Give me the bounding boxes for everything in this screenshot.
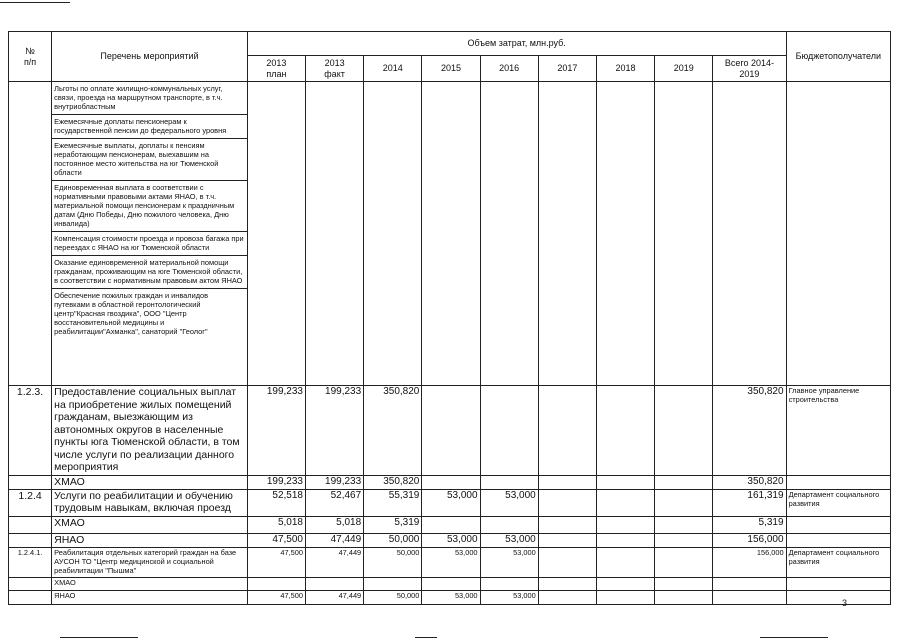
value-cell bbox=[596, 590, 654, 604]
value-cell: 50,000 bbox=[364, 547, 422, 577]
value-cell bbox=[538, 590, 596, 604]
recipient-cell bbox=[786, 590, 890, 604]
recipient-cell bbox=[786, 476, 890, 490]
col-list-header: Перечень мероприятий bbox=[52, 32, 248, 82]
value-cell: 53,000 bbox=[422, 547, 480, 577]
measure-item: Оказание единовременной материальной помощи гражданам, проживающим на юге Тюменской области, в соответствии с нормативным правовым актом ЯНАО bbox=[52, 256, 247, 289]
row-number: 1.2.4.1. bbox=[9, 547, 52, 577]
recipient-cell bbox=[786, 577, 890, 590]
recipient-cell: Департамент социального развития bbox=[786, 547, 890, 577]
value-cell bbox=[538, 476, 596, 490]
year-header: 2015 bbox=[422, 56, 480, 82]
table-row bbox=[9, 533, 891, 547]
table-row bbox=[9, 386, 891, 476]
year-header: 2016 bbox=[480, 56, 538, 82]
measure-item: Ежемесячные доплаты пенсионерам к государственной пенсии до федерального уровня bbox=[52, 115, 247, 139]
value-cell bbox=[538, 516, 596, 533]
value-cell bbox=[655, 590, 713, 604]
table-row bbox=[9, 577, 891, 590]
year-header: 2013 план bbox=[247, 56, 305, 82]
measure-item: Ежемесячные выплаты, доплаты к пенсиям неработающим пенсионерам, выехавшим на постоянное место жительства на юг Тюменской области bbox=[52, 139, 247, 181]
row-name: Предоставление социальных выплат на приобретение жилых помещений гражданам, выезжающим из автономных округов в населенные пункты юга Тюменской области, в том числе услуги по реализации данного мероприятия bbox=[52, 386, 248, 476]
value-cell: 55,319 bbox=[364, 489, 422, 516]
value-cell: 5,319 bbox=[713, 516, 786, 533]
recipient-cell: Департамент социального развития bbox=[786, 489, 890, 516]
value-cell: 50,000 bbox=[364, 533, 422, 547]
value-cell: 53,000 bbox=[480, 533, 538, 547]
value-cell: 156,000 bbox=[713, 547, 786, 577]
table-row bbox=[9, 516, 891, 533]
expenditure-table bbox=[8, 31, 891, 605]
value-cell bbox=[713, 590, 786, 604]
value-cell bbox=[655, 489, 713, 516]
value-cell bbox=[364, 577, 422, 590]
year-header: 2017 bbox=[538, 56, 596, 82]
year-header: 2013 факт bbox=[305, 56, 363, 82]
col-no-header: № п/п bbox=[9, 32, 52, 82]
value-cell bbox=[596, 516, 654, 533]
value-cell: 156,000 bbox=[713, 533, 786, 547]
value-cell bbox=[538, 386, 596, 476]
row-number: 1.2.4 bbox=[9, 489, 52, 516]
row-name: ЯНАО bbox=[52, 590, 248, 604]
col-recipients-header: Бюджетополучатели bbox=[786, 32, 890, 82]
value-cell: 50,000 bbox=[364, 590, 422, 604]
value-cell: 47,449 bbox=[305, 533, 363, 547]
row-number bbox=[9, 516, 52, 533]
recipient-cell: Главное управление строительства bbox=[786, 386, 890, 476]
value-cell bbox=[713, 577, 786, 590]
value-cell: 5,319 bbox=[364, 516, 422, 533]
value-cell: 350,820 bbox=[364, 386, 422, 476]
value-cell bbox=[596, 547, 654, 577]
value-cell: 350,820 bbox=[364, 476, 422, 490]
table-row bbox=[9, 476, 891, 490]
subitems-row bbox=[9, 82, 891, 386]
row-name: ХМАО bbox=[52, 476, 248, 490]
value-cell: 53,000 bbox=[480, 590, 538, 604]
value-cell bbox=[422, 516, 480, 533]
value-cell: 47,500 bbox=[247, 547, 305, 577]
year-header: 2018 bbox=[596, 56, 654, 82]
recipient-cell bbox=[786, 516, 890, 533]
row-name: ХМАО bbox=[52, 577, 248, 590]
value-cell: 53,000 bbox=[480, 489, 538, 516]
value-cell bbox=[655, 547, 713, 577]
value-cell: 47,500 bbox=[247, 533, 305, 547]
value-cell bbox=[655, 476, 713, 490]
value-cell: 53,000 bbox=[422, 533, 480, 547]
value-cell bbox=[480, 476, 538, 490]
value-cell bbox=[538, 533, 596, 547]
value-cell: 199,233 bbox=[305, 386, 363, 476]
value-cell: 52,518 bbox=[247, 489, 305, 516]
value-cell: 199,233 bbox=[305, 476, 363, 490]
value-cell bbox=[538, 489, 596, 516]
row-name: ХМАО bbox=[52, 516, 248, 533]
year-header: 2014 bbox=[364, 56, 422, 82]
value-cell bbox=[655, 516, 713, 533]
value-cell: 52,467 bbox=[305, 489, 363, 516]
value-cell bbox=[538, 577, 596, 590]
measure-item: Единовременная выплата в соответствии с нормативными правовыми актами ЯНАО, в т.ч. материальной помощи пенсионерам к праздничным датам (Дню Победы, Дню пожилого человека, Дню инвалида) bbox=[52, 181, 247, 232]
year-header: Всего 2014- 2019 bbox=[713, 56, 786, 82]
row-number bbox=[9, 476, 52, 490]
value-cell bbox=[422, 476, 480, 490]
value-cell bbox=[247, 577, 305, 590]
value-cell bbox=[596, 533, 654, 547]
value-cell: 161,319 bbox=[713, 489, 786, 516]
value-cell bbox=[596, 386, 654, 476]
costs-header: Объем затрат, млн.руб. bbox=[247, 32, 786, 56]
measure-item: Льготы по оплате жилищно-коммунальных услуг, связи, проезда на маршрутном транспорте, в т.ч. внутриобластным bbox=[52, 82, 247, 115]
value-cell: 53,000 bbox=[422, 489, 480, 516]
row-number bbox=[9, 533, 52, 547]
value-cell: 47,500 bbox=[247, 590, 305, 604]
value-cell: 5,018 bbox=[247, 516, 305, 533]
row-name: Услуги по реабилитации и обучению трудовым навыкам, включая проезд bbox=[52, 489, 248, 516]
row-number: 1.2.3. bbox=[9, 386, 52, 476]
value-cell bbox=[655, 386, 713, 476]
value-cell: 199,233 bbox=[247, 386, 305, 476]
value-cell: 47,449 bbox=[305, 590, 363, 604]
row-number bbox=[9, 590, 52, 604]
value-cell bbox=[596, 577, 654, 590]
value-cell bbox=[305, 577, 363, 590]
value-cell bbox=[422, 577, 480, 590]
table-row bbox=[9, 590, 891, 604]
value-cell bbox=[422, 386, 480, 476]
value-cell bbox=[655, 577, 713, 590]
measure-item: Обеспечение пожилых граждан и инвалидов путевками в областной геронтологический центр"Красная гвоздика", ООО "Центр восстановительной медицины и реабилитации"Ахманка", санаторий "Геолог" bbox=[54, 291, 209, 336]
value-cell bbox=[596, 489, 654, 516]
value-cell bbox=[596, 476, 654, 490]
value-cell bbox=[480, 386, 538, 476]
value-cell: 53,000 bbox=[480, 547, 538, 577]
value-cell bbox=[480, 577, 538, 590]
top-rule bbox=[0, 2, 70, 3]
value-cell bbox=[538, 547, 596, 577]
measure-item: Компенсация стоимости проезда и провоза багажа при переездах с ЯНАО на юг Тюменской области bbox=[52, 232, 247, 256]
value-cell bbox=[655, 533, 713, 547]
table-row bbox=[9, 489, 891, 516]
value-cell: 350,820 bbox=[713, 476, 786, 490]
row-name: Реабилитация отдельных категорий граждан на базе АУСОН ТО "Центр медицинской и социальной реабилитации "Пышма" bbox=[52, 547, 248, 577]
value-cell: 47,449 bbox=[305, 547, 363, 577]
row-name: ЯНАО bbox=[52, 533, 248, 547]
recipient-cell bbox=[786, 533, 890, 547]
value-cell bbox=[480, 516, 538, 533]
table-row bbox=[9, 547, 891, 577]
row-number bbox=[9, 577, 52, 590]
page-number: 3 bbox=[842, 598, 848, 608]
value-cell: 53,000 bbox=[422, 590, 480, 604]
value-cell: 199,233 bbox=[247, 476, 305, 490]
value-cell: 350,820 bbox=[713, 386, 786, 476]
value-cell: 5,018 bbox=[305, 516, 363, 533]
year-header: 2019 bbox=[655, 56, 713, 82]
